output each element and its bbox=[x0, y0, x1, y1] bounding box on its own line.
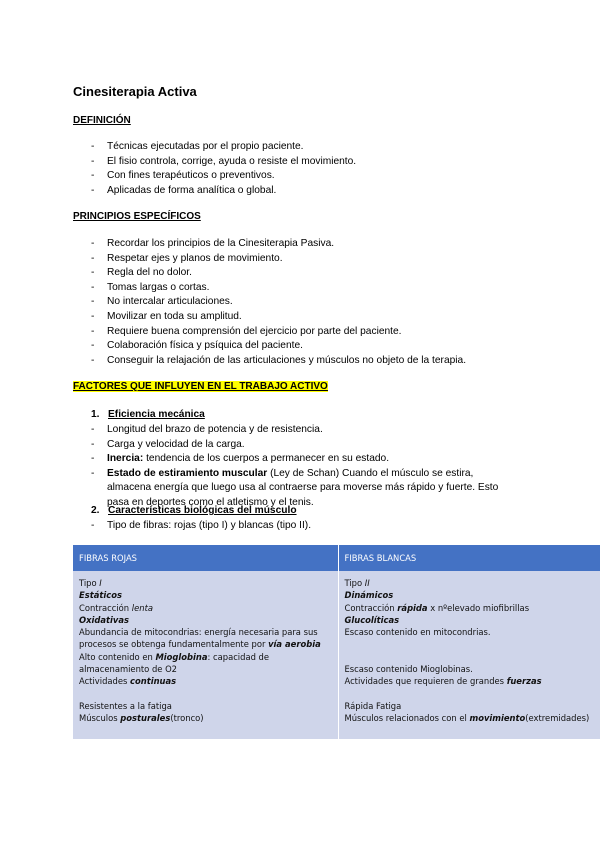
blancas-glucoliticas: Glucolíticas bbox=[344, 614, 400, 625]
table-header-row bbox=[73, 545, 600, 571]
rojas-contraccion: Contracción lenta bbox=[79, 602, 153, 613]
rojas-musculos: Músculos posturales(tronco) bbox=[79, 713, 204, 724]
rojas-tipo: Tipo I bbox=[79, 578, 102, 588]
rojas-mioglobina: Alto contenido en Mioglobina: capacidad de almacenamiento de O2 bbox=[79, 651, 270, 675]
list-item: - Con fines terapéuticos o preventivos. bbox=[73, 169, 553, 184]
rojas-actividades: Actividades continuas bbox=[79, 676, 177, 687]
blancas-spacer-2 bbox=[345, 651, 594, 663]
item-number: 1. bbox=[91, 409, 100, 420]
rojas-spacer bbox=[79, 688, 332, 700]
cell-fibras-rojas bbox=[73, 571, 338, 739]
list-item: - El fisio controla, corrige, ayuda o resiste el movimiento. bbox=[73, 155, 553, 170]
term-bold: Inercia: bbox=[107, 453, 144, 465]
definicion-heading: DEFINICIÓN bbox=[73, 115, 131, 126]
rojas-oxidativas: Oxidativas bbox=[79, 614, 130, 625]
principios-heading: PRINCIPIOS ESPECÍFICOS bbox=[73, 211, 201, 222]
term-text: (Ley de Schan) Cuando el músculo se estira, almacena energía que luego usa al contraerse para moverse más rápido y fuerte. Esto pasa en deportes como el atletismo y el tenis. bbox=[107, 467, 499, 508]
fibras-table bbox=[73, 545, 600, 739]
list-item: - Colaboración física y psíquica del paciente. bbox=[73, 339, 553, 354]
cell-fibras-blancas bbox=[338, 571, 600, 739]
rojas-estaticos: Estáticos bbox=[79, 590, 122, 601]
blancas-tipo: Tipo II bbox=[344, 578, 370, 588]
rojas-fatiga: Resistentes a la fatiga bbox=[79, 700, 172, 711]
table-row bbox=[73, 571, 600, 739]
blancas-musculos: Músculos relacionados con el movimiento(extremidades) bbox=[344, 713, 590, 724]
factores-item1-list bbox=[73, 423, 553, 511]
list-item bbox=[73, 467, 553, 511]
blancas-fatiga: Rápida Fatiga bbox=[344, 700, 402, 711]
header-fibras-blancas: FIBRAS BLANCAS bbox=[338, 545, 600, 571]
blancas-spacer-1 bbox=[345, 638, 594, 650]
blancas-mitocondrias: Escaso contenido en mitocondrias. bbox=[344, 627, 491, 638]
list-item: - Carga y velocidad de la carga. bbox=[73, 438, 553, 453]
list-item: - Regla del no dolor. bbox=[73, 266, 553, 281]
blancas-spacer-3 bbox=[345, 688, 594, 700]
factores-heading bbox=[73, 381, 328, 392]
blancas-actividades: Actividades que requieren de grandes fuerzas bbox=[344, 676, 542, 687]
factores-item2-list bbox=[73, 519, 553, 534]
list-item: - Movilizar en toda su amplitud. bbox=[73, 310, 553, 325]
principios-list bbox=[73, 237, 553, 368]
list-item: - Requiere buena comprensión del ejercicio por parte del paciente. bbox=[73, 325, 553, 340]
header-fibras-rojas: FIBRAS ROJAS bbox=[73, 545, 338, 571]
item-number: 2. bbox=[91, 505, 100, 516]
page-title: Cinesiterapia Activa bbox=[73, 84, 197, 99]
list-item: - Tomas largas o cortas. bbox=[73, 281, 553, 296]
list-item: - Recordar los principios de la Cinesiterapia Pasiva. bbox=[73, 237, 553, 252]
numbered-item-2 bbox=[91, 505, 297, 516]
blancas-contraccion: Contracción rápida x nºelevado miofibrillas bbox=[344, 602, 530, 613]
list-item: - Conseguir la relajación de las articulaciones y músculos no objeto de la terapia. bbox=[73, 354, 553, 369]
term-text: tendencia de los cuerpos a permanecer en su estado. bbox=[143, 453, 390, 465]
numbered-item-1 bbox=[91, 409, 205, 420]
list-item: - Longitud del brazo de potencia y de resistencia. bbox=[73, 423, 553, 438]
list-item bbox=[73, 452, 553, 467]
list-item: - Tipo de fibras: rojas (tipo I) y blancas (tipo II). bbox=[73, 519, 553, 534]
item-label: Eficiencia mecánica bbox=[108, 409, 205, 420]
list-item: - Respetar ejes y planos de movimiento. bbox=[73, 252, 553, 267]
term-bold: Estado de estiramiento muscular bbox=[107, 467, 268, 479]
list-item: - Aplicadas de forma analítica o global. bbox=[73, 184, 553, 199]
rojas-mitocondrias: Abundancia de mitocondrias: energía necesaria para sus procesos se obtenga fundamentalmente por vía aerobia bbox=[79, 627, 321, 650]
item-label: Características biológicas del músculo bbox=[108, 505, 297, 516]
blancas-mioglobina: Escaso contenido Mioglobinas. bbox=[344, 664, 473, 675]
list-item: - Técnicas ejecutadas por el propio paciente. bbox=[73, 140, 553, 155]
list-item: - No intercalar articulaciones. bbox=[73, 295, 553, 310]
blancas-dinamicos: Dinámicos bbox=[344, 590, 394, 601]
definicion-list bbox=[73, 140, 553, 198]
factores-heading-highlight: FACTORES QUE INFLUYEN EN EL TRABAJO ACTIVO bbox=[73, 381, 328, 392]
